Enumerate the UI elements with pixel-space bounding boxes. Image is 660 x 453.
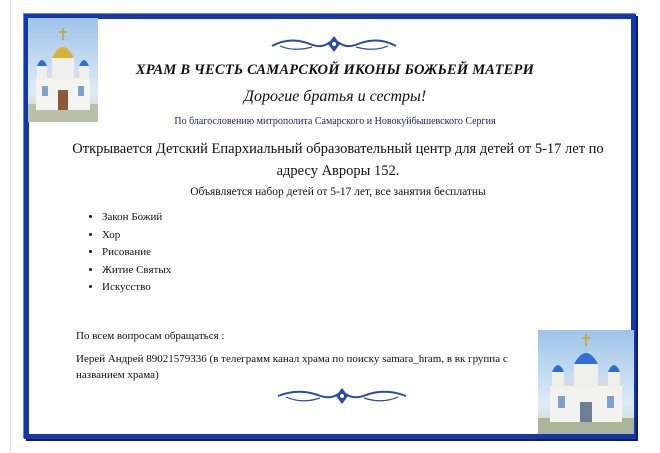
greeting: Дорогие братья и сестры! bbox=[243, 88, 427, 105]
subjects-list bbox=[72, 209, 171, 297]
list-item: • Искусство bbox=[102, 279, 171, 297]
ornament-top bbox=[270, 34, 398, 54]
list-item: • Закон Божий bbox=[102, 209, 171, 227]
list-item: • Хор bbox=[102, 227, 171, 245]
church-icon bbox=[538, 330, 634, 434]
ornament-flourish-icon bbox=[270, 34, 398, 54]
list-item: • Рисование bbox=[102, 244, 171, 262]
contact-details: Иерей Андрей 89021579336 (в телеграмм канал храма по поиску samara_hram, в вк группа с названием храма) bbox=[76, 353, 508, 381]
page-edge bbox=[10, 0, 11, 453]
announcement: Открывается Детский Епархиальный образовательный центр для детей от 5-17 лет по адресу Авроры 152. bbox=[72, 141, 604, 179]
poster-title: ХРАМ В ЧЕСТЬ САМАРСКОЙ ИКОНЫ БОЖЬЕЙ МАТЕРИ bbox=[135, 62, 535, 78]
ornament-bottom bbox=[276, 386, 408, 406]
church-icon bbox=[28, 18, 98, 122]
church-image-top bbox=[28, 18, 98, 122]
church-image-bottom bbox=[538, 330, 634, 434]
list-item: • Житие Святых bbox=[102, 262, 171, 280]
recruitment-note: Объявляется набор детей от 5-17 лет, все занятия бесплатны bbox=[190, 186, 486, 198]
ornament-flourish-icon bbox=[276, 386, 408, 406]
contact-label: По всем вопросам обращаться : bbox=[76, 330, 225, 342]
blessing-line: По благословению митрополита Самарского и Новокуйбышевского Сергия bbox=[174, 116, 496, 127]
